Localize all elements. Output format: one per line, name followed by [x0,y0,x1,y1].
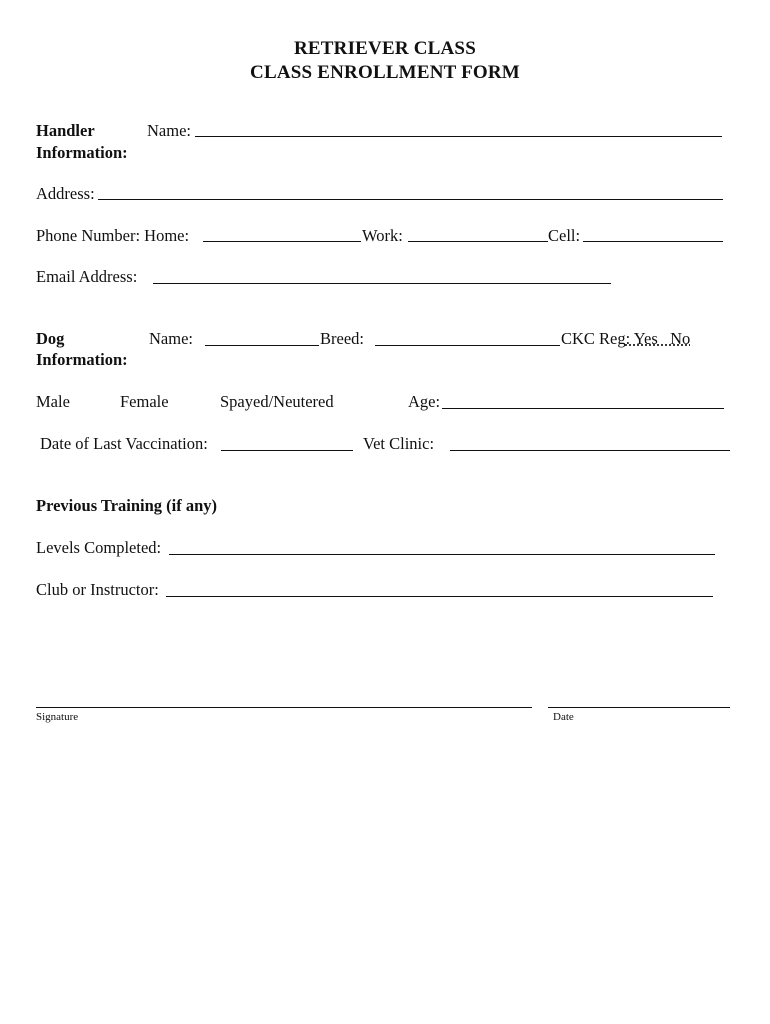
handler-address-label: Address: [36,184,95,203]
handler-name-field[interactable] [195,136,722,137]
handler-address-field[interactable] [98,199,723,200]
date-label: Date [553,711,574,723]
dog-section-label: Dog [36,329,65,348]
handler-section-label-2: Information: [36,143,128,162]
club-instructor-label: Club or Instructor: [36,580,159,599]
signature-field[interactable] [36,707,532,708]
dog-breed-field[interactable] [375,345,560,346]
vet-clinic-label: Vet Clinic: [363,434,435,453]
handler-name-label: Name: [147,121,191,140]
dog-age-field[interactable] [442,408,724,409]
dog-section-label-2: Information: [36,350,128,369]
phone-cell-field[interactable] [583,241,723,242]
date-field[interactable] [548,707,730,708]
vet-clinic-field[interactable] [450,450,730,451]
email-field[interactable] [153,283,611,284]
ckc-reg-label: CKC Reg: Yes No [561,329,691,348]
phone-work-field[interactable] [408,241,548,242]
club-instructor-field[interactable] [166,596,713,597]
levels-completed-field[interactable] [169,554,715,555]
levels-completed-label: Levels Completed: [36,538,162,557]
form-title-line2: CLASS ENROLLMENT FORM [250,62,520,83]
phone-home-field[interactable] [203,241,361,242]
sex-male-option[interactable]: Male [36,392,70,411]
sex-female-option[interactable]: Female [120,392,169,411]
dog-breed-label: Breed: [320,329,364,348]
ckc-reg-options[interactable]: : Yes No [625,329,691,348]
email-label: Email Address: [36,267,138,286]
phone-home-label: Phone Number: Home: [36,226,190,245]
vaccination-date-label: Date of Last Vaccination: [40,434,208,453]
phone-work-label: Work: [362,226,403,245]
vaccination-date-field[interactable] [221,450,353,451]
handler-section-label: Handler [36,121,95,140]
dog-name-label: Name: [149,329,193,348]
phone-cell-label: Cell: [548,226,581,245]
dog-name-field[interactable] [205,345,319,346]
dog-age-label: Age: [408,392,441,411]
spayed-neutered-option[interactable]: Spayed/Neutered [220,392,334,411]
signature-label: Signature [36,711,79,723]
form-title-line1: RETRIEVER CLASS [294,38,476,59]
previous-training-heading: Previous Training (if any) [36,496,218,515]
